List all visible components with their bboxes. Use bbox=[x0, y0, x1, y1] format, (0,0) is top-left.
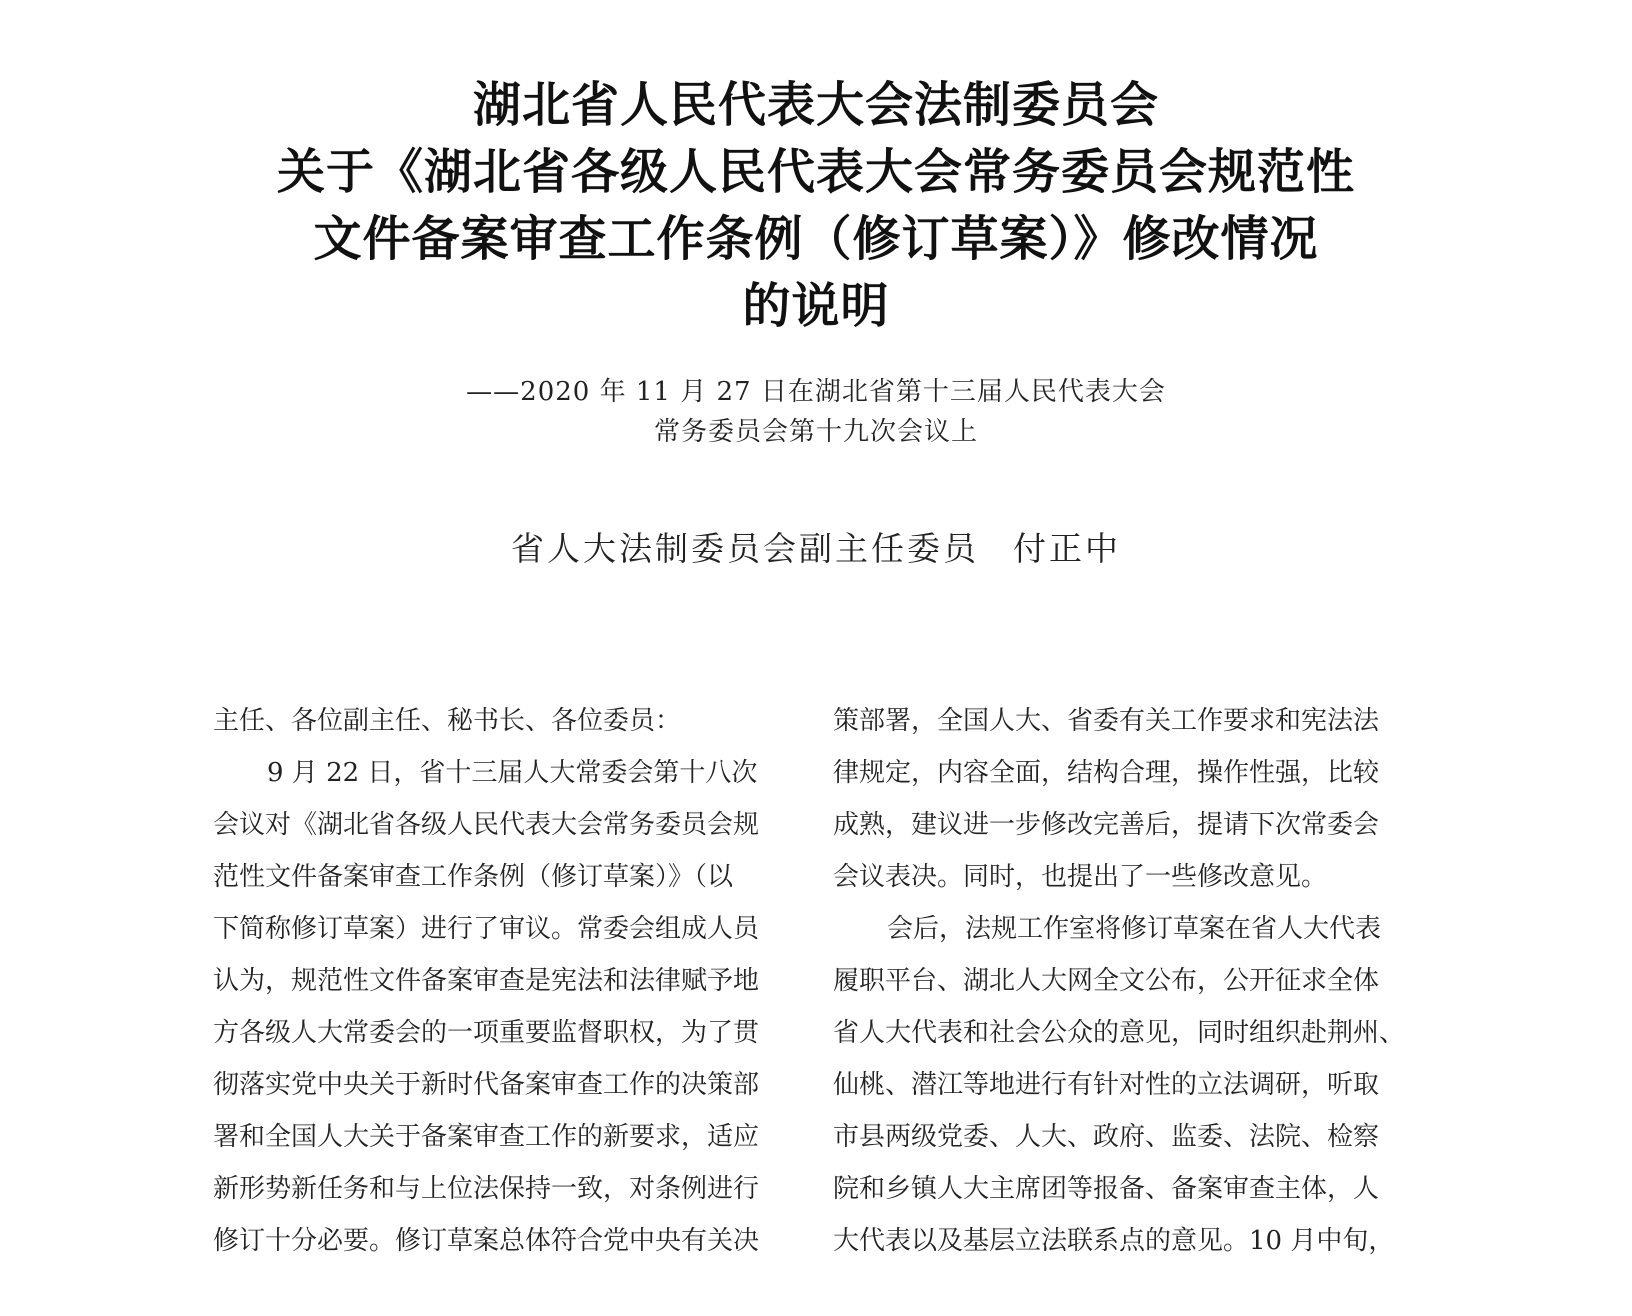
document-title bbox=[150, 72, 1482, 340]
subtitle-line: 常务委员会第十九次会议上 bbox=[653, 417, 978, 447]
body-line: 省人大代表和社会公众的意见，同时组织赴荆州、 bbox=[833, 1018, 1406, 1048]
body-line: 履职平台、湖北人大网全文公布，公开征求全体 bbox=[833, 966, 1380, 996]
author-role: 省人大法制委员会副主任委员 bbox=[511, 529, 979, 568]
body-line: 市县两级党委、人大、政府、监委、法院、检察 bbox=[833, 1122, 1380, 1152]
author-line bbox=[300, 527, 1332, 571]
body-line: 修订十分必要。修订草案总体符合党中央有关决 bbox=[213, 1226, 760, 1256]
body-line: 署和全国人大关于备案审查工作的新要求，适应 bbox=[213, 1122, 760, 1152]
body-line: 9 月 22 日，省十三届人大常委会第十八次 bbox=[267, 758, 758, 788]
body-line: 会议对《湖北省各级人民代表大会常务委员会规 bbox=[213, 810, 760, 840]
body-line: 院和乡镇人大主席团等报备、备案审查主体，人 bbox=[833, 1174, 1380, 1204]
body-column-right bbox=[833, 695, 1406, 1267]
body-line: 方各级人大常委会的一项重要监督职权，为了贯 bbox=[213, 1018, 760, 1048]
subtitle-line: ——2020 年 11 月 27 日在湖北省第十三届人民代表大会 bbox=[466, 377, 1166, 407]
body-line: 策部署，全国人大、省委有关工作要求和宪法法 bbox=[833, 706, 1380, 736]
body-line: 认为，规范性文件备案审查是宪法和法律赋予地 bbox=[213, 966, 760, 996]
body-line: 律规定，内容全面，结构合理，操作性强，比较 bbox=[833, 758, 1380, 788]
title-line: 的说明 bbox=[742, 278, 890, 334]
body-line: 成熟，建议进一步修改完善后，提请下次常委会 bbox=[833, 810, 1380, 840]
body-line: 大代表以及基层立法联系点的意见。10 月中旬， bbox=[833, 1226, 1395, 1256]
body-line: 下简称修订草案）进行了审议。常委会组成人员 bbox=[213, 914, 760, 944]
body-line: 主任、各位副主任、秘书长、各位委员： bbox=[213, 706, 682, 736]
body-line: 彻落实党中央关于新时代备案审查工作的决策部 bbox=[213, 1070, 760, 1100]
body-line: 范性文件备案审查工作条例（修订草案）》（以 bbox=[213, 862, 734, 892]
body-line: 会议表决。同时，也提出了一些修改意见。 bbox=[833, 862, 1328, 892]
body-line: 新形势新任务和与上位法保持一致，对条例进行 bbox=[213, 1174, 760, 1204]
author-name: 付正中 bbox=[1013, 529, 1121, 568]
title-line: 湖北省人民代表大会法制委员会 bbox=[472, 77, 1159, 133]
title-line: 关于《湖北省各级人民代表大会常务委员会规范性 bbox=[276, 144, 1355, 200]
body-line: 仙桃、潜江等地进行有针对性的立法调研，听取 bbox=[833, 1070, 1380, 1100]
meeting-subtitle bbox=[300, 372, 1332, 452]
body-column-left bbox=[213, 695, 773, 1267]
title-line: 文件备案审查工作条例（修订草案）》修改情况 bbox=[313, 211, 1319, 267]
body-line: 会后，法规工作室将修订草案在省人大代表 bbox=[887, 914, 1382, 944]
